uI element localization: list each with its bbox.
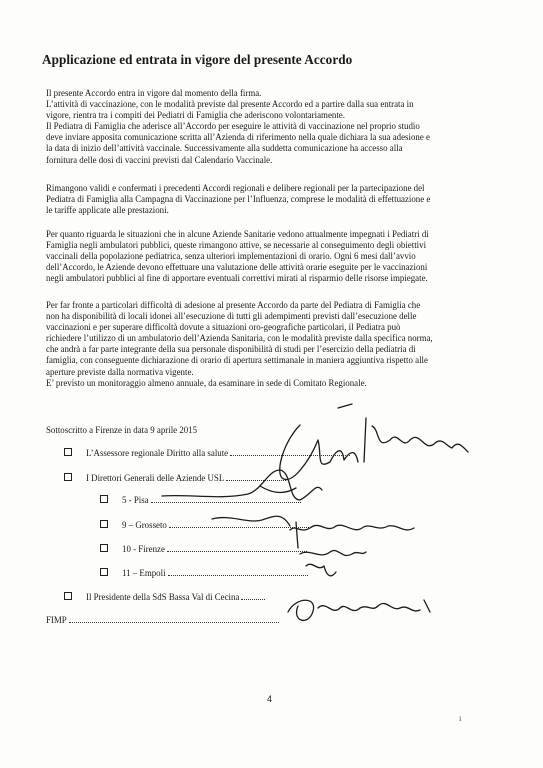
signatory-label: I Direttori Generali delle Aziende USL: [86, 473, 225, 483]
text-line: vaccinali della popolazione pediatrica, senza ulteriori implementazioni di orario. Ogni 6 mesi dall’avvio: [46, 251, 416, 262]
signatory-direttori: [64, 473, 286, 483]
signature-line: [226, 473, 286, 481]
signature-line: [241, 592, 265, 600]
checkbox: [100, 520, 108, 528]
text-line: le tariffe applicate alle prestazioni.: [46, 205, 169, 216]
signature-line: [169, 520, 309, 528]
text-line: vaccinazioni e per superare difficoltà dovute a situazioni oro-geografiche particolari, il Pediatra può: [46, 322, 401, 333]
checkbox: [64, 592, 72, 600]
text-line: E’ previsto un monitoraggio almeno annuale, da esaminare in sede di Comitato Regionale.: [46, 377, 367, 388]
text-line: Pediatra di Famiglia alla Campagna di Vaccinazione per l’Influenza, comprese le modalità di effettuazione e: [46, 194, 431, 205]
signatory-label: FIMP: [46, 615, 67, 625]
text-line: fornitura delle dosi di vaccini previsti dal Calendario Vaccinale.: [46, 154, 273, 165]
signatory-usl-grosseto: [100, 520, 309, 530]
signatory-presidente-sds: [64, 592, 265, 602]
paragraph-adhesion-difficulties: [46, 300, 494, 389]
signatory-label: 10 - Firenze: [122, 544, 165, 554]
signatory-fimp: [46, 615, 279, 625]
text-line: che andrà a far parte integrante della sua personale disponibilità di studi per l’esercizio della pediatria di: [46, 344, 416, 355]
text-line: aperture previste dalla normativa vigente.: [46, 366, 194, 377]
checkbox: [64, 473, 72, 481]
signatory-label: 11 – Empoli: [122, 568, 166, 578]
signatory-label: 5 - Pisa: [122, 495, 149, 505]
checkbox: [100, 544, 108, 552]
paragraph-public-clinics: [46, 229, 494, 284]
checkbox: [100, 568, 108, 576]
text-line: Il Pediatra di Famiglia che aderisce all’Accordo per eseguire le attività di vaccinazione nel proprio studio: [46, 121, 420, 132]
text-line: non ha disponibilità di locali idonei all’esecuzione di tutti gli adempimenti previsti dall’esecuzione delle: [46, 311, 417, 322]
text-line: Rimangono validi e confermati i precedenti Accordi regionali e delibere regionali per la partecipazione del: [46, 183, 425, 193]
text-line: richiedere l’utilizzo di un ambulatorio dell’Azienda Sanitaria, con le modalità previste dalla specifica norma,: [46, 333, 433, 344]
signature-line: [69, 615, 279, 623]
text-line: dell’Accordo, le Aziende devono effettuare una valutazione delle attività orarie eseguite per le vaccinazioni: [46, 262, 428, 273]
text-line: la data di inizio dell’attività vaccinale. Successivamente alla suddetta comunicazione ha accesso alla: [46, 143, 403, 154]
stray-mark: ı: [459, 713, 462, 723]
text-line: famiglia, con conseguente dichiarazione di orario di apertura settimanale in maniera aggiuntiva rispetto alle: [46, 355, 428, 366]
signature-line: [167, 544, 307, 552]
signatory-usl-firenze: [100, 544, 307, 554]
text-line: Per far fronte a particolari difficoltà di adesione al presente Accordo da parte del Pediatra di Famiglia che: [46, 300, 421, 310]
text-line: Per quanto riguarda le situazioni che in alcune Aziende Sanitarie vedono attualmente impegnati i Pediatri di: [46, 229, 429, 239]
text-line: vigore, rientra tra i compiti dei Pediatri di Famiglia che aderiscono volontariamente.: [46, 110, 345, 121]
text-line: negli ambulatori pubblici al fine di apportare eventuali correttivi mirati al risparmio delle risorse impiegate.: [46, 273, 428, 284]
signatory-usl-empoli: [100, 568, 308, 578]
signing-place-date: Sottoscritto a Firenze in data 9 aprile 2015: [46, 425, 198, 435]
text-line: Famiglia negli ambulatori pubblici, queste rimangono attive, se necessarie al conseguimento degli obiettivi: [46, 240, 427, 251]
signatory-label: 9 – Grosseto: [122, 520, 167, 530]
signature-line: [151, 495, 301, 503]
signatory-usl-pisa: [100, 495, 301, 505]
checkbox: [100, 495, 108, 503]
text-line: Il presente Accordo entra in vigore dal momento della firma.: [46, 88, 262, 98]
text-line: deve inviare apposita comunicazione scritta all’Azienda di riferimento nella quale dichiara la sua adesione e: [46, 132, 430, 143]
text-line: L’attività di vaccinazione, con le modalità previste dal presente Accordo ed a partire dalla sua entrata in: [46, 99, 414, 110]
checkbox: [64, 448, 72, 456]
signatory-label: Il Presidente della SdS Bassa Val di Cecina: [86, 592, 240, 602]
signatory-label: L’Assessore regionale Diritto alla salute: [86, 448, 229, 458]
section-title: Applicazione ed entrata in vigore del presente Accordo: [42, 52, 353, 67]
signature-line: [168, 568, 308, 576]
paragraph-entry-into-force: [46, 88, 494, 166]
signature-line: [230, 448, 350, 456]
paragraph-previous-agreements: [46, 183, 494, 216]
page-number: 4: [267, 694, 273, 704]
signatory-assessore: [64, 448, 350, 458]
